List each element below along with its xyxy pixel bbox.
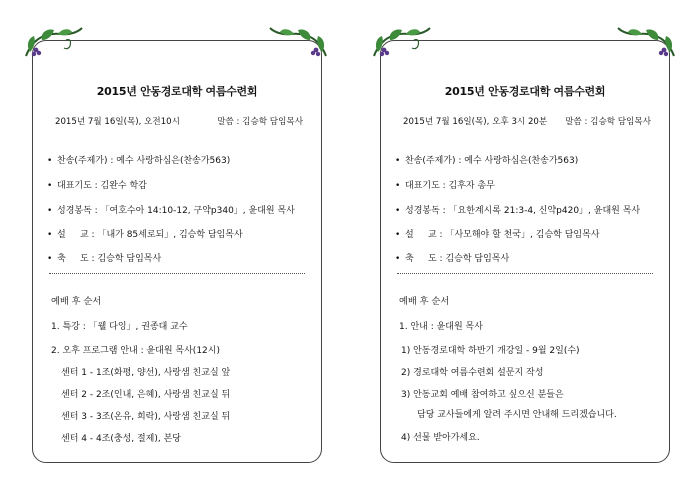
after-item: 센터 1 - 1조(화평, 양선), 사랑샘 친교실 앞 <box>61 368 231 378</box>
order-item: • 성경봉독 : 「여호수아 14:10-12, 구약p340」, 윤대원 목사 <box>47 206 295 216</box>
date-line <box>403 115 651 127</box>
bullet-icon: • <box>395 156 401 166</box>
vine-left-icon <box>22 26 84 60</box>
date-line <box>55 115 303 127</box>
order-item: • 성경봉독 : 「요한계시록 21:3-4, 신약p420」, 윤대원 목사 <box>395 206 641 216</box>
order-item: • 대표기도 : 김후자 총무 <box>395 181 495 191</box>
card-title: 2015년 안동경로대학 여름수련회 <box>96 85 258 98</box>
card-title: 2015년 안동경로대학 여름수련회 <box>444 85 606 98</box>
after-item: 1. 특강 : 「웰 다잉」, 권종대 교수 <box>51 322 188 332</box>
after-item: 센터 3 - 3조(온유, 희락), 사랑샘 친교실 뒤 <box>61 412 231 422</box>
bullet-icon: • <box>47 156 53 166</box>
order-item: • 축 도 : 김승학 담임목사 <box>395 254 510 264</box>
speaker: 말씀 : 김승학 담임목사 <box>217 117 303 127</box>
section-title: 예배 후 순서 <box>399 296 450 307</box>
bullet-icon: • <box>395 181 401 191</box>
order-item: • 축 도 : 김승학 담임목사 <box>47 254 162 264</box>
bullet-icon: • <box>47 181 53 191</box>
after-item: 2. 오후 프로그램 안내 : 윤대원 목사(12시) <box>51 346 220 356</box>
service-date: 2015년 7월 16일(목), 오전10시 <box>55 117 180 127</box>
order-item: • 설 교 : 「사모해야 할 천국」, 김승학 담임목사 <box>395 230 600 240</box>
bulletin-card-left <box>32 40 322 463</box>
bulletin-card-right <box>380 40 670 463</box>
after-item: 4) 선물 받아가세요. <box>401 433 480 443</box>
order-item: • 대표기도 : 김완수 학감 <box>47 181 147 191</box>
after-item: 1. 안내 : 윤대원 목사 <box>399 322 483 332</box>
section-title: 예배 후 순서 <box>51 296 102 307</box>
after-item: 3) 안동교회 예배 참여하고 싶으신 분들은 <box>401 390 564 400</box>
vine-right-icon <box>268 26 330 60</box>
after-item: 2) 경로대학 여름수련회 설문지 작성 <box>401 368 544 378</box>
after-item: 센터 4 - 4조(충성, 절제), 본당 <box>61 434 181 444</box>
order-item: • 찬송(주제가) : 예수 사랑하심은(찬송가563) <box>395 156 579 166</box>
bullet-icon: • <box>395 230 401 240</box>
bullet-icon: • <box>395 206 401 216</box>
order-item: • 찬송(주제가) : 예수 사랑하심은(찬송가563) <box>47 156 231 166</box>
after-item: 센터 2 - 2조(인내, 은혜), 사랑샘 친교실 뒤 <box>61 390 231 400</box>
bullet-icon: • <box>47 254 53 264</box>
vine-left-icon <box>370 26 432 60</box>
divider <box>49 273 305 274</box>
vine-right-icon <box>616 26 678 60</box>
service-date: 2015년 7월 16일(목), 오후 3시 20분 <box>403 117 548 127</box>
bullet-icon: • <box>47 230 53 240</box>
after-item: 1) 안동경로대학 하반기 개강일 - 9월 2일(수) <box>401 346 580 356</box>
after-item: 담당 교사들에게 알려 주시면 안내해 드리겠습니다. <box>417 410 617 420</box>
order-item: • 설 교 : 「내가 85세로되」, 김승학 담임목사 <box>47 230 243 240</box>
speaker: 말씀 : 김승학 담임목사 <box>565 117 651 127</box>
bullet-icon: • <box>47 206 53 216</box>
divider <box>397 273 653 274</box>
bullet-icon: • <box>395 254 401 264</box>
